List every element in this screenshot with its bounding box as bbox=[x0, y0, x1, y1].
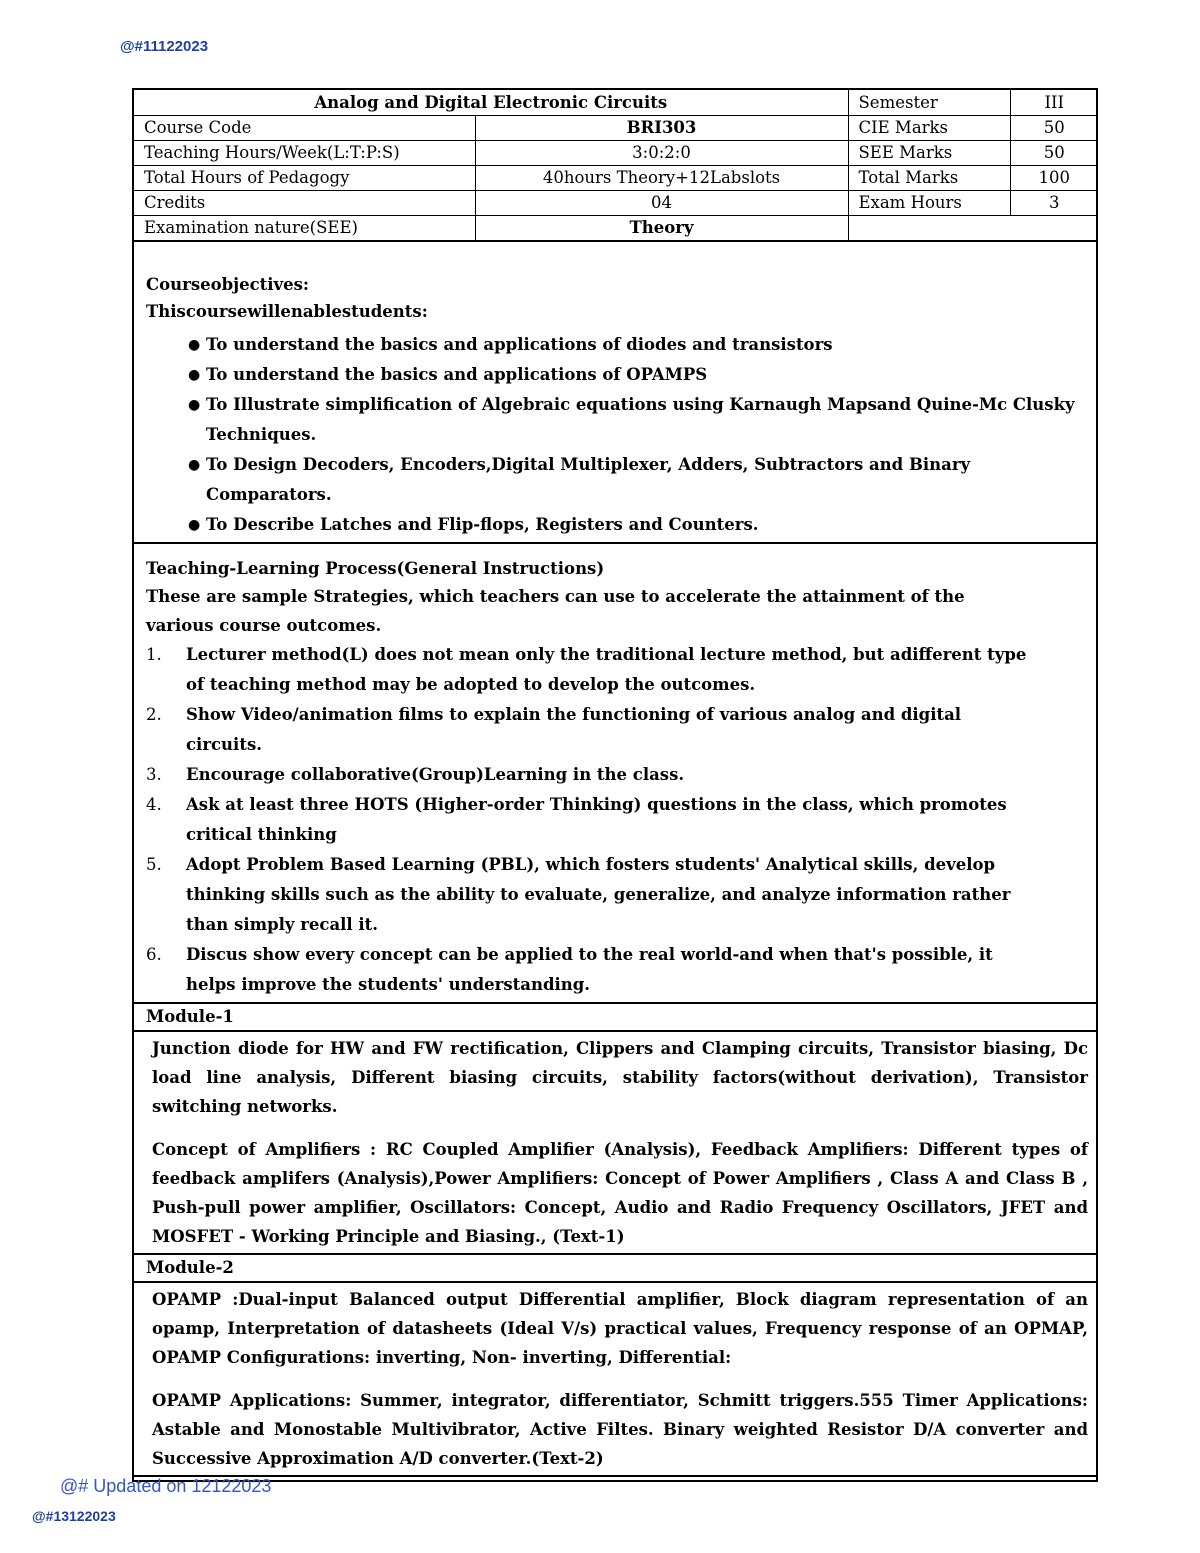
table-row bbox=[134, 190, 1098, 215]
module-2-paragraph: OPAMP :Dual-input Balanced output Differential amplifier, Block diagram representation of an opamp, Interpretation of datasheets (Ideal V/s) practical values, Frequency response of an OPMAP, OPAMP Configurations: inverting, Non- inverting, Differential: bbox=[152, 1289, 1088, 1367]
module-1-paragraph: Concept of Amplifiers : RC Coupled Amplifier (Analysis), Feedback Amplifiers: Different types of feedback amplifers (Analysis),Power Amplifiers: Concept of Power Amplifiers , Class A and Class B , Push-pull power amplifier, Oscillators: Concept, Audio and Radio Frequency Oscillators, JFET and MOSFET - Working Principle and Biasing., (Text-1) bbox=[152, 1139, 1088, 1246]
table-row bbox=[134, 165, 1098, 190]
teaching-heading: Teaching-Learning Process(General Instructions) bbox=[146, 558, 605, 578]
course-info-table bbox=[134, 90, 1098, 241]
list-item: ● To understand the basics and applications of diodes and transistors bbox=[188, 330, 1084, 360]
bullet-icon: ● bbox=[188, 456, 201, 473]
exam-hours-value: 3 bbox=[1010, 190, 1098, 215]
module-2-body bbox=[134, 1281, 1096, 1473]
list-item: 5. Adopt Problem Based Learning (PBL), which fosters students' Analytical skills, develop thinking skills such as the ability to evaluate, generalize, and analyze information rather than simply recall it. bbox=[146, 854, 1011, 934]
list-item: 4. Ask at least three HOTS (Higher-order Thinking) questions in the class, which promotes critical thinking bbox=[146, 794, 1007, 844]
course-objectives bbox=[134, 241, 1096, 542]
teaching-learning-process bbox=[134, 542, 1096, 1002]
objectives-intro: Thiscoursewillenablestudents: bbox=[146, 301, 428, 321]
semester-label: Semester bbox=[848, 90, 1010, 115]
credits-label: Credits bbox=[134, 190, 475, 215]
list-item: ● To Design Decoders, Encoders,Digital Multiplexer, Adders, Subtractors and Binary Comparators. bbox=[188, 450, 1084, 510]
module-3-title bbox=[134, 1475, 1096, 1483]
total-marks-value: 100 bbox=[1010, 165, 1098, 190]
see-label: SEE Marks bbox=[848, 140, 1010, 165]
list-item: 6. Discus show every concept can be applied to the real world-and when that's possible, it helps improve the students' understanding. bbox=[146, 944, 993, 994]
header-doc-id: @#11122023 bbox=[120, 38, 209, 55]
footer-updated: @# Updated on 12122023 bbox=[60, 1476, 272, 1496]
semester-value: III bbox=[1010, 90, 1098, 115]
module-2-paragraph: OPAMP Applications: Summer, integrator, differentiator, Schmitt triggers.555 Timer Applications: Astable and Monostable Multivibrator, Active Filtes. Binary weighted Resistor D/A converter and Successive Approximation A/D converter.(Text-2) bbox=[152, 1390, 1088, 1468]
total-marks-label: Total Marks bbox=[848, 165, 1010, 190]
course-code-value: BRI303 bbox=[475, 115, 848, 140]
module-1-paragraph: Junction diode for HW and FW rectification, Clippers and Clamping circuits, Transistor biasing, Dc load line analysis, Different biasing circuits, stability factors(without derivation), Transistor switching networks. bbox=[152, 1038, 1088, 1116]
teaching-hours-label: Teaching Hours/Week(L:T:P:S) bbox=[134, 140, 475, 165]
table-row bbox=[134, 215, 1098, 240]
exam-hours-label: Exam Hours bbox=[848, 190, 1010, 215]
list-item: 1. Lecturer method(L) does not mean only the traditional lecture method, but adifferent type of teaching method may be adopted to develop the outcomes. bbox=[146, 644, 1027, 694]
credits-value: 04 bbox=[475, 190, 848, 215]
empty-cell bbox=[848, 215, 1098, 240]
course-code-label: Course Code bbox=[134, 115, 475, 140]
cie-value: 50 bbox=[1010, 115, 1098, 140]
syllabus-sheet bbox=[132, 88, 1098, 1482]
teaching-list bbox=[146, 640, 1036, 1000]
table-row bbox=[134, 115, 1098, 140]
bullet-icon: ● bbox=[188, 366, 201, 383]
exam-nature-label: Examination nature(SEE) bbox=[134, 215, 475, 240]
objectives-list bbox=[146, 330, 1084, 540]
list-item: ● To understand the basics and applications of OPAMPS bbox=[188, 360, 1084, 390]
module-1-title: Module-1 bbox=[134, 1002, 1096, 1030]
teaching-hours-value: 3:0:2:0 bbox=[475, 140, 848, 165]
list-item: 2. Show Video/animation films to explain the functioning of various analog and digital circuits. bbox=[146, 704, 962, 754]
module-1-body bbox=[134, 1030, 1096, 1251]
pedagogy-label: Total Hours of Pedagogy bbox=[134, 165, 475, 190]
module-2-title: Module-2 bbox=[134, 1253, 1096, 1281]
table-row bbox=[134, 90, 1098, 115]
bullet-icon: ● bbox=[188, 336, 201, 353]
bullet-icon: ● bbox=[188, 516, 201, 533]
bullet-icon: ● bbox=[188, 396, 201, 413]
list-item: 3. Encourage collaborative(Group)Learning in the class. bbox=[146, 764, 685, 784]
list-item: ● To Describe Latches and Flip-flops, Registers and Counters. bbox=[188, 510, 1084, 540]
list-item: ● To Illustrate simplification of Algebraic equations using Karnaugh Mapsand Quine-Mc Clusky Techniques. bbox=[188, 390, 1084, 450]
cie-label: CIE Marks bbox=[848, 115, 1010, 140]
table-row bbox=[134, 140, 1098, 165]
exam-nature-value: Theory bbox=[475, 215, 848, 240]
course-title: Analog and Digital Electronic Circuits bbox=[134, 90, 848, 115]
see-value: 50 bbox=[1010, 140, 1098, 165]
teaching-intro: These are sample Strategies, which teachers can use to accelerate the attainment of the various course outcomes. bbox=[146, 586, 965, 635]
footer-doc-id: @#13122023 bbox=[32, 1508, 116, 1524]
pedagogy-value: 40hours Theory+12Labslots bbox=[475, 165, 848, 190]
objectives-heading: Courseobjectives: bbox=[146, 274, 310, 294]
